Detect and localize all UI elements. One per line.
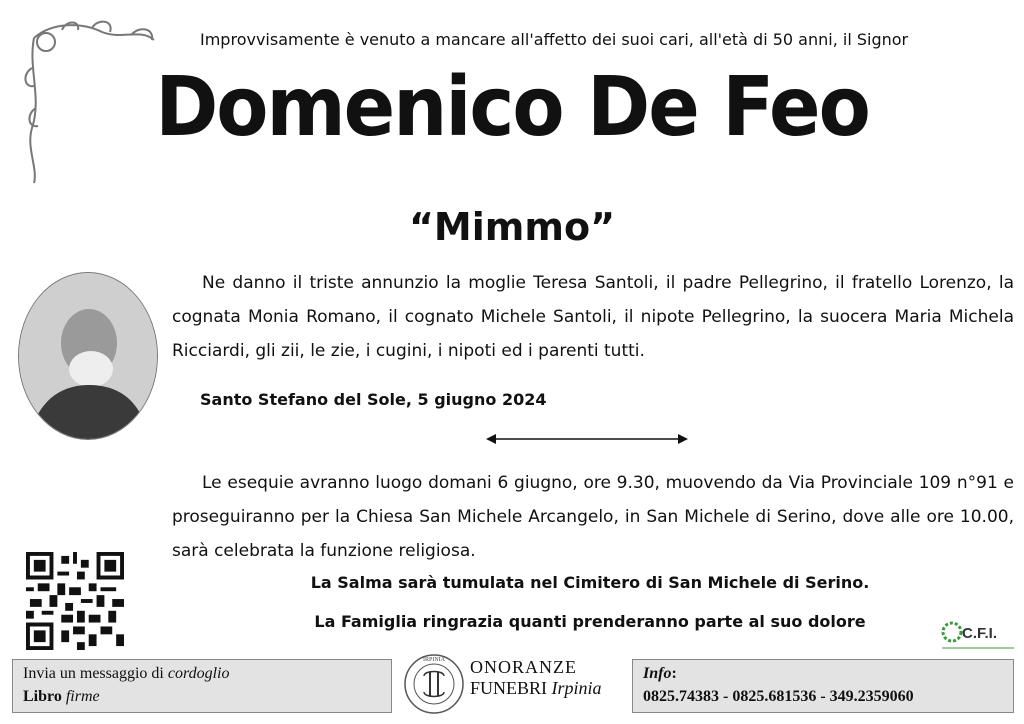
intro-text: Improvvisamente è venuto a mancare all'affetto dei suoi cari, all'età di 50 anni, il Signor: [200, 30, 909, 49]
double-arrow-icon: [486, 432, 688, 446]
burial-text: La Salma sarà tumulata nel Cimitero di San Michele di Serino.: [310, 573, 870, 592]
phone-numbers[interactable]: 0825.74383 - 0825.681536 - 349.2359060: [643, 688, 914, 705]
agency-emblem-icon: [402, 650, 466, 718]
deceased-name: Domenico De Feo: [155, 58, 869, 155]
nickname: “Mimmo”: [408, 205, 616, 249]
announcement-text: Ne danno il triste annunzio la moglie Teresa Santoli, il padre Pellegrino, il fratello Lorenzo, la cognata Monia Romano, il cognato Michele Santoli, il nipote Pellegrino, la suocera Maria Michela Ricciardi, gli zii, le zie, i cugini, i nipoti ed i parenti tutti.: [172, 273, 1014, 361]
guestbook-label: Libro: [23, 688, 66, 705]
agency-funebri: FUNEBRI: [470, 678, 552, 698]
info-box: [632, 659, 1014, 713]
info-label: Info:: [643, 665, 677, 682]
agency-irpinia: Irpinia: [551, 678, 602, 698]
guestbook-link[interactable]: [23, 688, 100, 706]
agency-line1: ONORANZE: [470, 657, 577, 677]
condolence-word: cordoglio: [167, 665, 230, 682]
cfi-text: C.F.I.: [962, 625, 998, 642]
thanks-text: La Famiglia ringrazia quanti prenderanno parte al suo dolore: [314, 612, 866, 631]
guestbook-word: firme: [65, 688, 100, 705]
condolence-label: Invia un messaggio di: [23, 665, 168, 682]
agency-name: [470, 657, 602, 699]
condolence-link[interactable]: [23, 665, 230, 683]
cfi-logo-icon: [940, 618, 1016, 652]
funeral-text: Le esequie avranno luogo domani 6 giugno, ore 9.30, muovendo da Via Provinciale 109 n°91 e proseguiranno per la Chiesa San Michele Arcangelo, in San Michele di Serino, dove alle ore 10.00, sarà celebrata la funzione religiosa.: [172, 473, 1014, 561]
qr-code-icon[interactable]: [26, 552, 124, 650]
condolence-box[interactable]: [12, 659, 392, 713]
place-date: Santo Stefano del Sole, 5 giugno 2024: [200, 390, 547, 409]
emblem-text: IRPINIA: [423, 657, 445, 663]
agency-line2: [470, 678, 602, 699]
portrait-photo: [18, 272, 158, 440]
